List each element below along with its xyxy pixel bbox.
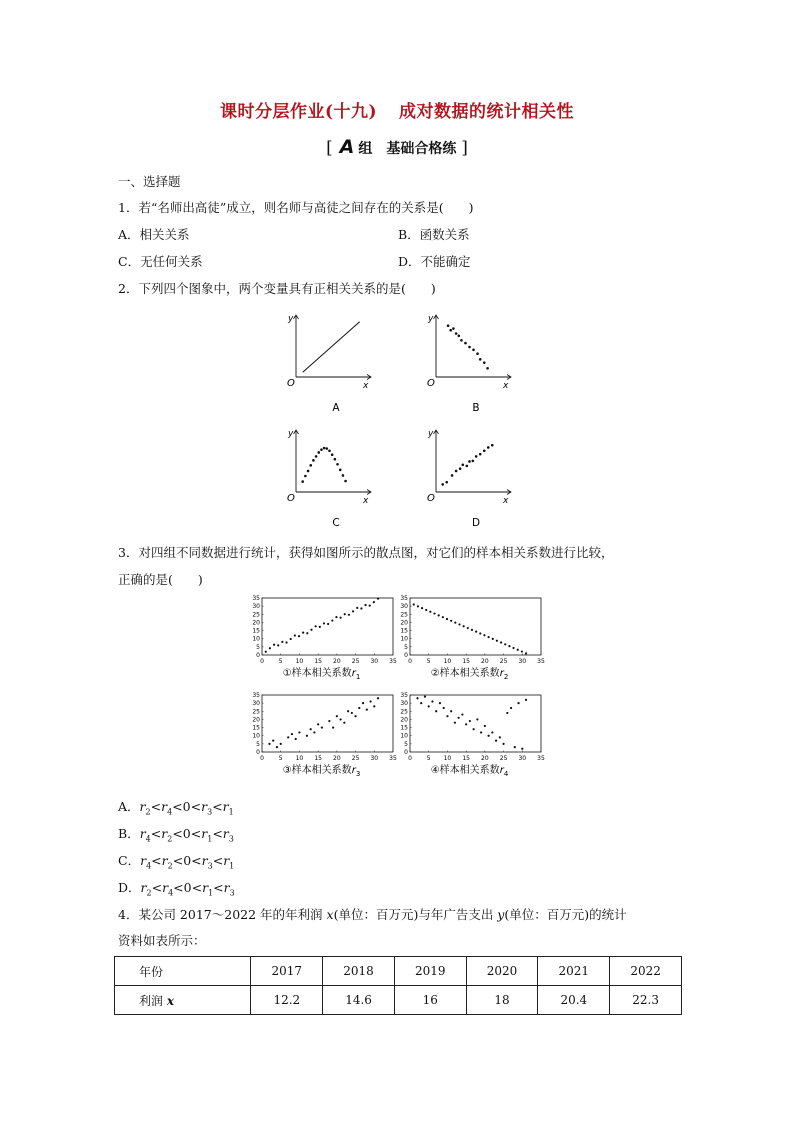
scatter-point <box>504 643 506 645</box>
scatter-point <box>464 342 467 345</box>
scatter-point <box>488 636 490 638</box>
section-heading: 一、选择题 <box>118 174 181 189</box>
q1-stem: 1．若“名师出高徒”成立，则名师与高徒之间存在的关系是( ) <box>118 200 474 215</box>
scatter-point <box>479 453 482 456</box>
graph-d <box>427 429 511 529</box>
y-tick-label: 0 <box>256 749 260 756</box>
y-tick-label: 35 <box>400 692 408 699</box>
q3-scatter-plots <box>240 595 560 785</box>
graph-label: C <box>332 517 340 529</box>
scatter-point <box>483 361 486 364</box>
y-tick-label: 25 <box>252 611 260 619</box>
table-header-cell: 2021 <box>538 957 610 986</box>
scatter-point <box>468 346 471 349</box>
table-row <box>115 957 682 986</box>
scatter-point <box>491 444 494 447</box>
scatter-point <box>431 700 433 702</box>
scatter-point <box>326 447 329 450</box>
y-tick-label: 0 <box>256 652 260 659</box>
page-title <box>0 97 794 122</box>
scatter-point <box>446 715 448 717</box>
scatter-point <box>313 731 315 733</box>
scatter-point <box>348 614 350 616</box>
scatter-point <box>429 611 431 613</box>
x-tick-label: 0 <box>260 755 264 762</box>
scatter-point <box>479 632 481 634</box>
y-tick-label: 25 <box>252 708 260 716</box>
x-axis-label: x <box>503 496 509 506</box>
y-tick-label: 5 <box>404 643 408 651</box>
y-tick-label: 5 <box>256 740 260 748</box>
scatter-point <box>458 717 460 719</box>
scatter-point <box>476 718 478 720</box>
scatter-point <box>461 713 463 715</box>
q3-option-d: D．$r_2<r_4<0<r_1<r_3$ <box>118 880 235 898</box>
scatter-point <box>483 634 485 636</box>
scatter-point <box>340 718 342 720</box>
scatter-point <box>450 710 452 712</box>
q1-option-a: A．相关关系 <box>118 227 190 242</box>
scatter-point <box>445 481 448 484</box>
y-axis-label: y <box>288 429 294 439</box>
scatter-point <box>525 699 527 701</box>
title-left: 课时分层作业(十九) <box>219 102 378 122</box>
scatter-point <box>364 604 366 606</box>
scatter-point <box>298 635 300 637</box>
scatter-point <box>455 470 458 473</box>
table-cell: 18 <box>466 986 538 1015</box>
y-tick-label: 5 <box>404 740 408 748</box>
scatter-point <box>499 736 501 738</box>
q4-stem-line2: 资料如表所示： <box>118 933 206 948</box>
scatter-point <box>421 607 423 609</box>
x-axis-label: x <box>363 496 369 506</box>
scatter-point <box>373 705 375 707</box>
table-header-cell: 年份 <box>115 957 251 986</box>
scatter-point <box>506 712 508 714</box>
graph-b <box>427 314 511 414</box>
scatter-point <box>309 464 312 467</box>
scatter-point <box>413 603 415 605</box>
scatter-point <box>500 641 502 643</box>
scatter-plot-4 <box>400 692 545 778</box>
scatter-point <box>495 740 497 742</box>
scatter-point <box>521 650 523 652</box>
scatter-point <box>475 631 477 633</box>
y-axis-label: y <box>288 314 294 324</box>
y-tick-label: 30 <box>252 700 260 708</box>
plot-frame <box>410 598 541 655</box>
scatter-point <box>343 722 345 724</box>
scatter-point <box>340 617 342 619</box>
x-tick-label: 10 <box>443 755 452 762</box>
q3-option-a-expr: $r_2<r_4<0<r_3<r_1$ <box>139 799 234 817</box>
q3-option-a: A．$r_2<r_4<0<r_3<r_1$ <box>118 799 234 817</box>
scatter-point <box>351 712 353 714</box>
scatter-point <box>336 715 338 717</box>
table-cell: 22.3 <box>610 986 682 1015</box>
group-text: 组 基础合格练 <box>358 141 457 157</box>
q1-option-b: B．函数关系 <box>398 227 470 242</box>
scatter-point <box>310 629 312 631</box>
scatter-point <box>441 483 444 486</box>
q3-option-b: B．$r_4<r_2<0<r_1<r_3$ <box>118 826 234 844</box>
x-tick-label: 25 <box>351 755 360 762</box>
x-tick-label: 0 <box>408 658 412 665</box>
q3-option-c-expr: $r_4<r_2<0<r_3<r_1$ <box>140 853 235 871</box>
scatter-point <box>472 460 475 463</box>
scatter-point <box>469 720 471 722</box>
graph-c <box>287 429 371 529</box>
scatter-point <box>484 725 486 727</box>
scatter-point <box>295 738 297 740</box>
y-tick-label: 35 <box>400 595 408 602</box>
y-tick-label: 5 <box>256 643 260 651</box>
y-tick-label: 25 <box>400 708 408 716</box>
scatter-point <box>319 626 321 628</box>
scatter-point <box>342 474 345 477</box>
scatter-point <box>287 736 289 738</box>
x-tick-label: 30 <box>518 755 527 762</box>
graph-label: B <box>472 402 480 414</box>
x-tick-label: 35 <box>537 755 545 762</box>
scatter-point <box>268 743 270 745</box>
x-tick-label: 15 <box>314 658 322 665</box>
group-label <box>0 136 794 158</box>
y-tick-label: 30 <box>252 603 260 611</box>
table-row <box>115 986 682 1015</box>
scatter-point <box>496 640 498 642</box>
y-tick-label: 0 <box>404 749 408 756</box>
scatter-point <box>328 720 330 722</box>
scatter-point <box>344 613 346 615</box>
y-tick-label: 35 <box>252 692 260 699</box>
scatter-point <box>369 700 371 702</box>
scatter-point <box>366 709 368 711</box>
origin-label: O <box>287 493 295 504</box>
scatter-point <box>447 324 450 327</box>
x-tick-label: 20 <box>333 658 341 665</box>
origin-label: O <box>287 378 295 389</box>
y-tick-label: 15 <box>252 724 260 732</box>
x-tick-label: 10 <box>443 658 452 665</box>
scatter-point <box>360 607 362 609</box>
table-header-cell: 2020 <box>466 957 538 986</box>
scatter-point <box>425 609 427 611</box>
x-tick-label: 25 <box>499 658 508 665</box>
scatter-point <box>462 464 465 467</box>
plot-frame <box>262 598 393 655</box>
scatter-point <box>508 645 510 647</box>
q4-stem-line1: 4．某公司 2017～2022 年的年利润 x(单位：百万元)与年广告支出 y(单位：百万元)的统计 <box>118 907 627 922</box>
x-tick-label: 10 <box>295 755 304 762</box>
bracket-open: [ <box>326 138 333 158</box>
scatter-point <box>320 448 323 451</box>
q2-stem: 2．下列四个图象中，两个变量具有正相关关系的是( ) <box>118 281 436 296</box>
scatter-point <box>466 465 469 468</box>
table-row-label: 利润 x <box>115 986 251 1015</box>
scatter-point <box>450 620 452 622</box>
scatter-point <box>457 335 460 338</box>
y-tick-label: 10 <box>400 635 408 643</box>
y-tick-label: 15 <box>400 724 408 732</box>
scatter-point <box>458 623 460 625</box>
scatter-point <box>452 327 455 330</box>
scatter-point <box>312 459 315 462</box>
scatter-point <box>517 702 519 704</box>
scatter-point <box>327 623 329 625</box>
scatter-point <box>358 707 360 709</box>
scatter-point <box>310 728 312 730</box>
x-tick-label: 30 <box>370 658 379 665</box>
scatter-plot-3 <box>252 692 397 778</box>
graph-line <box>303 322 360 372</box>
scatter-point <box>483 450 486 453</box>
x-tick-label: 5 <box>278 755 283 762</box>
scatter-point <box>438 614 440 616</box>
scatter-point <box>321 726 323 728</box>
scatter-point <box>465 723 467 725</box>
y-tick-label: 15 <box>252 627 260 635</box>
graph-a <box>287 314 371 414</box>
q1-option-c: C．无任何关系 <box>118 254 203 269</box>
y-tick-label: 25 <box>400 611 408 619</box>
x-tick-label: 25 <box>499 755 508 762</box>
scatter-point <box>331 453 334 456</box>
scatter-point <box>290 638 292 640</box>
scatter-point <box>435 710 437 712</box>
scatter-point <box>306 632 308 634</box>
table-cell: 16 <box>394 986 466 1015</box>
x-tick-label: 20 <box>333 755 341 762</box>
scatter-point <box>377 697 379 699</box>
scatter-point <box>354 715 356 717</box>
scatter-point <box>416 697 418 699</box>
x-tick-label: 35 <box>537 658 545 665</box>
x-tick-label: 25 <box>351 658 360 665</box>
scatter-point <box>347 710 349 712</box>
scatter-point <box>428 705 430 707</box>
scatter-point <box>298 731 300 733</box>
scatter-point <box>517 649 519 651</box>
x-tick-label: 30 <box>370 755 379 762</box>
y-tick-label: 20 <box>252 716 260 724</box>
scatter-point <box>276 746 278 748</box>
y-tick-label: 30 <box>400 603 408 611</box>
title-right: 成对数据的统计相关性 <box>399 102 575 122</box>
scatter-point <box>317 451 320 454</box>
x-tick-label: 20 <box>481 658 489 665</box>
x-tick-label: 5 <box>426 658 431 665</box>
scatter-point <box>451 474 454 477</box>
x-tick-label: 5 <box>278 658 283 665</box>
x-tick-label: 10 <box>295 658 304 665</box>
table-cell: 20.4 <box>538 986 610 1015</box>
q1-option-d: D．不能确定 <box>398 254 471 269</box>
x-tick-label: 15 <box>462 658 470 665</box>
table-cell: 12.2 <box>251 986 323 1015</box>
y-axis-label: y <box>428 314 434 324</box>
scatter-plot-1 <box>252 595 397 681</box>
x-tick-label: 35 <box>389 755 397 762</box>
scatter-point <box>420 702 422 704</box>
scatter-point <box>449 329 452 332</box>
scatter-point <box>492 638 494 640</box>
q4-data-table <box>114 956 682 1015</box>
scatter-point <box>328 450 331 453</box>
plot-caption: ③样本相关系数$r_3$ <box>282 765 361 778</box>
scatter-point <box>332 726 334 728</box>
x-axis-label: x <box>363 381 369 391</box>
scatter-point <box>369 604 371 606</box>
scatter-point <box>273 644 275 646</box>
scatter-point <box>460 339 463 342</box>
q3-stem-line2: 正确的是( ) <box>118 572 203 587</box>
table-header-cell: 2018 <box>323 957 395 986</box>
x-tick-label: 30 <box>518 658 527 665</box>
scatter-point <box>323 447 326 450</box>
scatter-point <box>487 446 490 449</box>
plot-caption: ①样本相关系数$r_1$ <box>282 668 361 681</box>
q3-stem-line1: 3．对四组不同数据进行统计，获得如图所示的散点图，对它们的样本相关系数进行比较， <box>118 545 614 560</box>
scatter-point <box>514 746 516 748</box>
x-tick-label: 15 <box>314 755 322 762</box>
table-cell: 14.6 <box>323 986 395 1015</box>
scatter-point <box>291 733 293 735</box>
table-header-cell: 2017 <box>251 957 323 986</box>
q3-option-c: C．$r_4<r_2<0<r_3<r_1$ <box>118 853 235 871</box>
bracket-close: ] <box>461 138 468 158</box>
y-tick-label: 15 <box>400 627 408 635</box>
scatter-point <box>377 598 379 600</box>
x-tick-label: 5 <box>426 755 431 762</box>
scatter-point <box>352 610 354 612</box>
y-tick-label: 20 <box>400 716 408 724</box>
scatter-point <box>317 723 319 725</box>
scatter-point <box>433 612 435 614</box>
x-tick-label: 0 <box>408 755 412 762</box>
scatter-point <box>417 605 419 607</box>
y-tick-label: 10 <box>252 635 260 643</box>
scatter-plot-2 <box>400 595 545 681</box>
scatter-point <box>468 460 471 463</box>
scatter-point <box>285 641 287 643</box>
scatter-point <box>362 702 364 704</box>
scatter-point <box>454 722 456 724</box>
x-tick-label: 20 <box>481 755 489 762</box>
scatter-point <box>467 627 469 629</box>
y-tick-label: 20 <box>400 619 408 627</box>
scatter-point <box>307 470 310 473</box>
q2-graphs <box>270 305 530 535</box>
scatter-point <box>454 622 456 624</box>
plot-caption: ②样本相关系数$r_2$ <box>430 668 509 681</box>
scatter-point <box>471 629 473 631</box>
plot-caption: ④样本相关系数$r_4$ <box>430 765 509 778</box>
plot-frame <box>410 695 541 752</box>
scatter-point <box>479 358 482 361</box>
scatter-point <box>269 647 271 649</box>
origin-label: O <box>427 493 435 504</box>
scatter-point <box>373 601 375 603</box>
graph-label: D <box>471 517 481 529</box>
y-axis-label: y <box>428 429 434 439</box>
scatter-point <box>446 618 448 620</box>
scatter-point <box>510 707 512 709</box>
table-header-cell: 2022 <box>610 957 682 986</box>
scatter-point <box>356 607 358 609</box>
y-tick-label: 10 <box>252 732 260 740</box>
x-tick-label: 35 <box>389 658 397 665</box>
scatter-point <box>339 469 342 472</box>
scatter-point <box>476 352 479 355</box>
scatter-point <box>301 480 304 483</box>
q3-option-d-expr: $r_2<r_4<0<r_1<r_3$ <box>140 880 235 898</box>
scatter-point <box>331 619 333 621</box>
scatter-point <box>459 467 462 470</box>
scatter-point <box>302 632 304 634</box>
scatter-point <box>424 696 426 698</box>
graph-label: A <box>332 402 340 414</box>
scatter-point <box>525 652 527 654</box>
scatter-point <box>491 731 493 733</box>
origin-label: O <box>427 378 435 389</box>
scatter-point <box>335 616 337 618</box>
y-tick-label: 0 <box>404 652 408 659</box>
scatter-point <box>521 748 523 750</box>
scatter-point <box>480 731 482 733</box>
scatter-point <box>315 625 317 627</box>
scatter-point <box>315 455 318 458</box>
scatter-point <box>277 644 279 646</box>
scatter-point <box>294 634 296 636</box>
scatter-point <box>475 455 478 458</box>
scatter-point <box>344 480 347 483</box>
scatter-point <box>486 367 489 370</box>
scatter-point <box>334 458 337 461</box>
scatter-point <box>443 707 445 709</box>
scatter-point <box>304 475 307 478</box>
scatter-point <box>472 349 475 352</box>
scatter-point <box>336 463 339 466</box>
scatter-point <box>323 622 325 624</box>
scatter-point <box>281 641 283 643</box>
x-tick-label: 15 <box>462 755 470 762</box>
y-tick-label: 35 <box>252 595 260 602</box>
scatter-point <box>463 625 465 627</box>
scatter-point <box>272 740 274 742</box>
scatter-point <box>512 647 514 649</box>
q3-option-b-expr: $r_4<r_2<0<r_1<r_3$ <box>139 826 234 844</box>
group-letter: A <box>339 136 355 158</box>
y-tick-label: 20 <box>252 619 260 627</box>
scatter-point <box>473 728 475 730</box>
scatter-point <box>265 651 267 653</box>
table-header-cell: 2019 <box>394 957 466 986</box>
y-tick-label: 30 <box>400 700 408 708</box>
scatter-point <box>306 735 308 737</box>
scatter-point <box>280 743 282 745</box>
scatter-point <box>502 743 504 745</box>
scatter-point <box>488 735 490 737</box>
y-tick-label: 10 <box>400 732 408 740</box>
x-tick-label: 0 <box>260 658 264 665</box>
scatter-point <box>439 702 441 704</box>
scatter-point <box>455 332 458 335</box>
scatter-point <box>442 616 444 618</box>
x-axis-label: x <box>503 381 509 391</box>
